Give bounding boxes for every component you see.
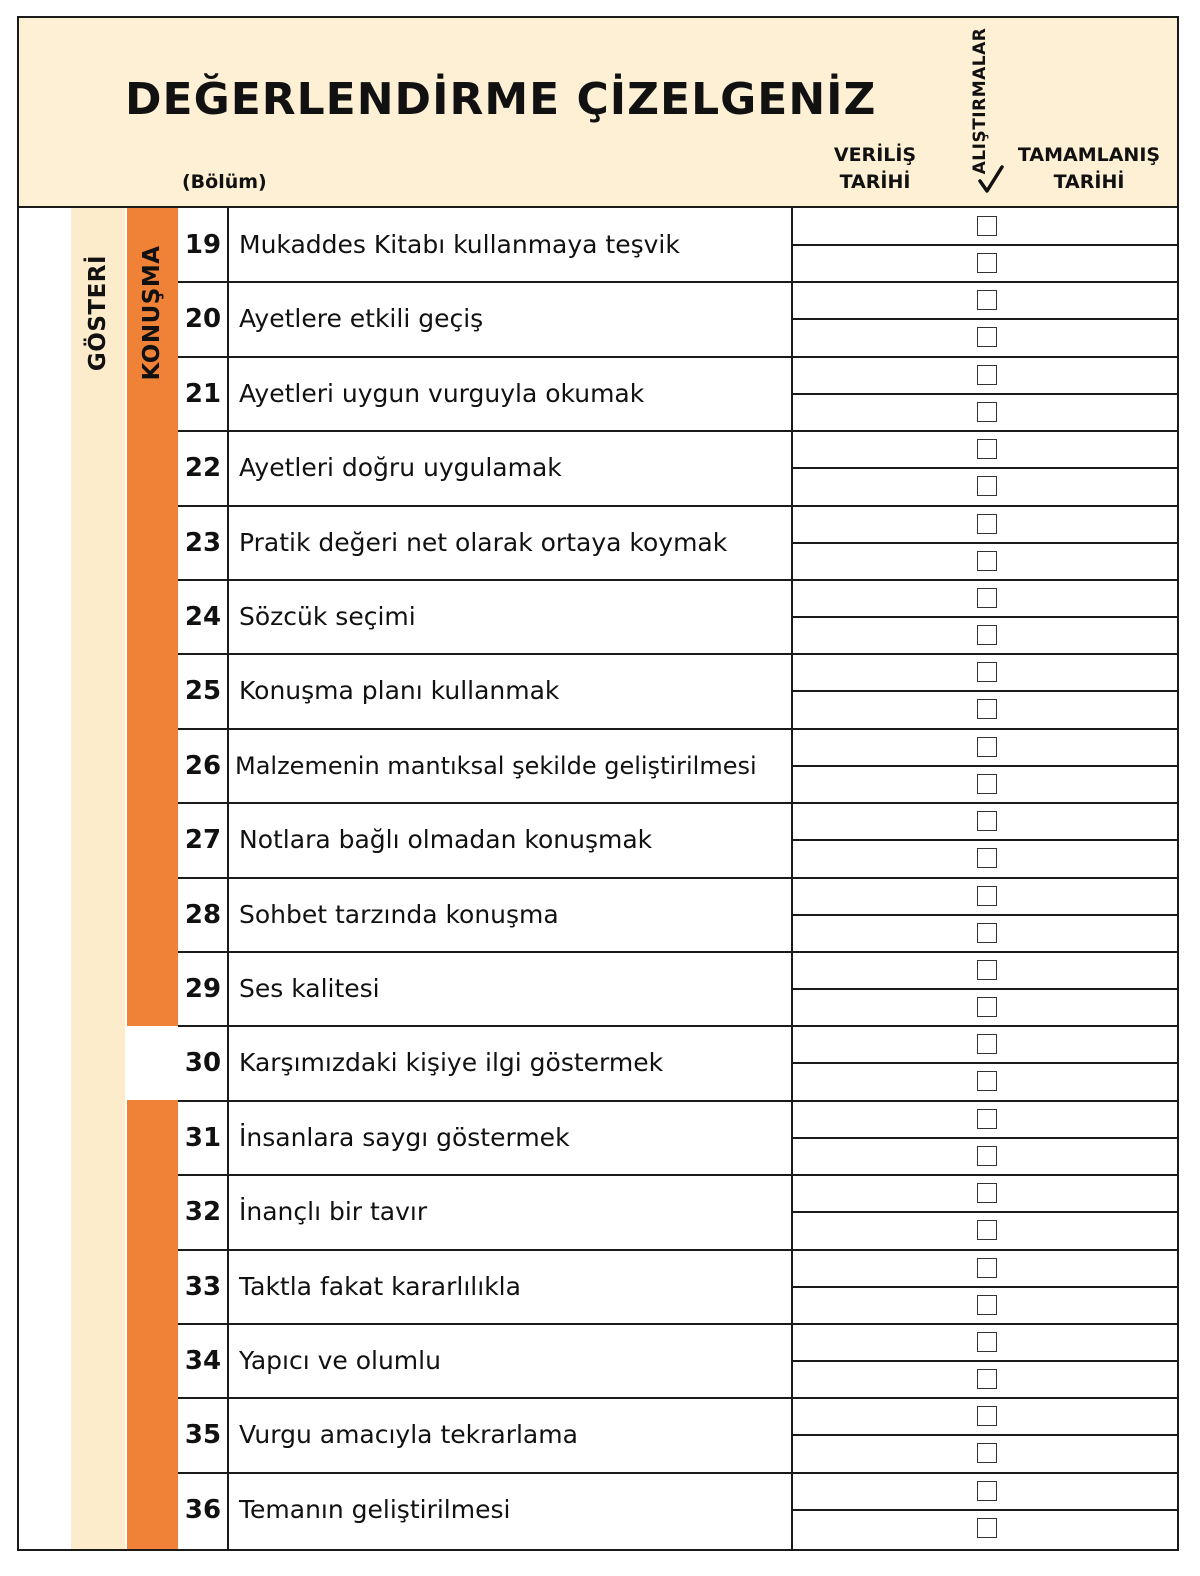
practice-checkbox[interactable]: [977, 1406, 997, 1426]
practice-checkbox[interactable]: [977, 1146, 997, 1166]
table-row: [19, 431, 1177, 505]
table-row: [19, 878, 1177, 952]
lesson-title: Mukaddes Kitabı kullanmaya teşvik: [239, 230, 680, 259]
practice-checkbox[interactable]: [977, 1034, 997, 1054]
row-divider-mid: [791, 690, 1177, 692]
practice-checkbox[interactable]: [977, 699, 997, 719]
practice-checkbox[interactable]: [977, 216, 997, 236]
lesson-number: 19: [184, 230, 222, 260]
table-row: [19, 952, 1177, 1026]
practice-checkbox[interactable]: [977, 1109, 997, 1129]
row-divider-mid: [791, 1137, 1177, 1139]
practice-checkbox[interactable]: [977, 1183, 997, 1203]
row-divider-mid: [791, 318, 1177, 320]
practice-checkbox[interactable]: [977, 737, 997, 757]
practice-checkbox[interactable]: [977, 960, 997, 980]
lesson-title: İnançlı bir tavır: [239, 1197, 428, 1227]
practice-checkbox[interactable]: [977, 1369, 997, 1389]
row-divider-mid: [791, 542, 1177, 544]
table-row: [19, 357, 1177, 431]
lesson-title: Konuşma planı kullanmak: [239, 676, 560, 706]
lesson-number: 33: [184, 1271, 222, 1302]
lesson-title: Sohbet tarzında konuşma: [239, 899, 559, 929]
row-divider-mid: [791, 1434, 1177, 1436]
practice-checkbox[interactable]: [977, 886, 997, 906]
practice-checkbox[interactable]: [977, 290, 997, 310]
row-divider-mid: [791, 988, 1177, 990]
practice-checkbox[interactable]: [977, 476, 997, 496]
practice-checkbox[interactable]: [977, 997, 997, 1017]
column-header-practice: ALIŞTIRMALAR: [970, 27, 990, 175]
lesson-title: Temanın geliştirilmesi: [239, 1494, 511, 1524]
checkmark-icon: [977, 164, 1005, 194]
table-row: [19, 729, 1177, 803]
section-label: (Bölüm): [182, 171, 267, 193]
table-row: [19, 803, 1177, 877]
table-row: [19, 1398, 1177, 1472]
row-divider-mid: [791, 1286, 1177, 1288]
lesson-number: 24: [184, 602, 222, 632]
row-divider-mid: [791, 393, 1177, 395]
lesson-number: 22: [184, 453, 222, 484]
table-row: [19, 1101, 1177, 1175]
row-divider-mid: [791, 914, 1177, 916]
lesson-title: Taktla fakat kararlılıkla: [239, 1271, 521, 1301]
practice-checkbox[interactable]: [977, 327, 997, 347]
column-header-practice-wrap: [965, 26, 995, 176]
table-row: [19, 1324, 1177, 1398]
row-divider-mid: [791, 839, 1177, 841]
row-divider-mid: [791, 244, 1177, 246]
lesson-number: 26: [184, 750, 222, 781]
table-row: [19, 208, 1177, 282]
row-divider-mid: [791, 1062, 1177, 1064]
row-divider-mid: [791, 1360, 1177, 1362]
practice-checkbox[interactable]: [977, 662, 997, 682]
practice-checkbox[interactable]: [977, 588, 997, 608]
practice-checkbox[interactable]: [977, 253, 997, 273]
lesson-number: 36: [184, 1494, 222, 1525]
practice-checkbox[interactable]: [977, 1295, 997, 1315]
table-row: [19, 1250, 1177, 1324]
lesson-number: 30: [184, 1048, 222, 1079]
practice-checkbox[interactable]: [977, 1518, 997, 1538]
lesson-title: Vurgu amacıyla tekrarlama: [239, 1420, 578, 1450]
evaluation-chart: [17, 16, 1179, 1551]
page-title: DEĞERLENDİRME ÇİZELGENİZ: [125, 74, 877, 125]
practice-checkbox[interactable]: [977, 1258, 997, 1278]
practice-checkbox[interactable]: [977, 551, 997, 571]
lesson-title: İnsanlara saygı göstermek: [239, 1122, 570, 1152]
practice-checkbox[interactable]: [977, 923, 997, 943]
table-row: [19, 1026, 1177, 1100]
practice-checkbox[interactable]: [977, 1481, 997, 1501]
column-header-given-date: VERİLİŞ TARİHİ: [833, 144, 917, 193]
table-row: [19, 1473, 1177, 1547]
row-divider-mid: [791, 1509, 1177, 1511]
row-divider-mid: [791, 1211, 1177, 1213]
lesson-title: Yapıcı ve olumlu: [239, 1346, 441, 1375]
lesson-title: Ayetleri uygun vurguyla okumak: [239, 378, 645, 408]
demo-group-label: GÖSTERİ: [85, 254, 111, 372]
lesson-number: 34: [184, 1346, 222, 1376]
lesson-title: Notlara bağlı olmadan konuşmak: [239, 825, 653, 855]
table-row: [19, 580, 1177, 654]
column-header-completed-date: TAMAMLANIŞ TARİHİ: [1017, 144, 1161, 193]
lesson-title: Ayetlere etkili geçiş: [239, 304, 484, 334]
lesson-title: Ses kalitesi: [239, 974, 380, 1003]
table-row: [19, 654, 1177, 728]
lesson-number: 23: [184, 527, 222, 558]
lesson-number: 20: [184, 304, 222, 335]
practice-checkbox[interactable]: [977, 514, 997, 534]
practice-checkbox[interactable]: [977, 402, 997, 422]
practice-checkbox[interactable]: [977, 811, 997, 831]
lesson-number: 21: [184, 378, 222, 409]
practice-checkbox[interactable]: [977, 774, 997, 794]
table-row: [19, 1175, 1177, 1249]
row-divider-mid: [791, 765, 1177, 767]
lesson-number: 27: [184, 825, 222, 856]
practice-checkbox[interactable]: [977, 1332, 997, 1352]
table-row: [19, 282, 1177, 356]
lesson-number: 35: [184, 1420, 222, 1451]
practice-checkbox[interactable]: [977, 625, 997, 645]
lesson-number: 29: [184, 974, 222, 1004]
lesson-number: 25: [184, 676, 222, 707]
chart-header: [19, 18, 1177, 208]
lesson-number: 28: [184, 899, 222, 930]
practice-checkbox[interactable]: [977, 1220, 997, 1240]
practice-checkbox[interactable]: [977, 365, 997, 385]
speech-group-label: KONUŞMA: [139, 245, 165, 381]
practice-checkbox[interactable]: [977, 848, 997, 868]
lesson-number: 32: [184, 1197, 222, 1228]
lesson-title: Malzemenin mantıksal şekilde geliştirilmesi: [235, 751, 757, 780]
practice-checkbox[interactable]: [977, 1443, 997, 1463]
lesson-title: Sözcük seçimi: [239, 602, 416, 631]
lesson-title: Pratik değeri net olarak ortaya koymak: [239, 527, 728, 557]
lesson-title: Karşımızdaki kişiye ilgi göstermek: [239, 1048, 664, 1078]
lesson-title: Ayetleri doğru uygulamak: [239, 453, 562, 483]
practice-checkbox[interactable]: [977, 1071, 997, 1091]
row-divider-mid: [791, 616, 1177, 618]
row-divider-mid: [791, 467, 1177, 469]
lesson-number: 31: [184, 1122, 222, 1153]
table-row: [19, 506, 1177, 580]
practice-checkbox[interactable]: [977, 439, 997, 459]
